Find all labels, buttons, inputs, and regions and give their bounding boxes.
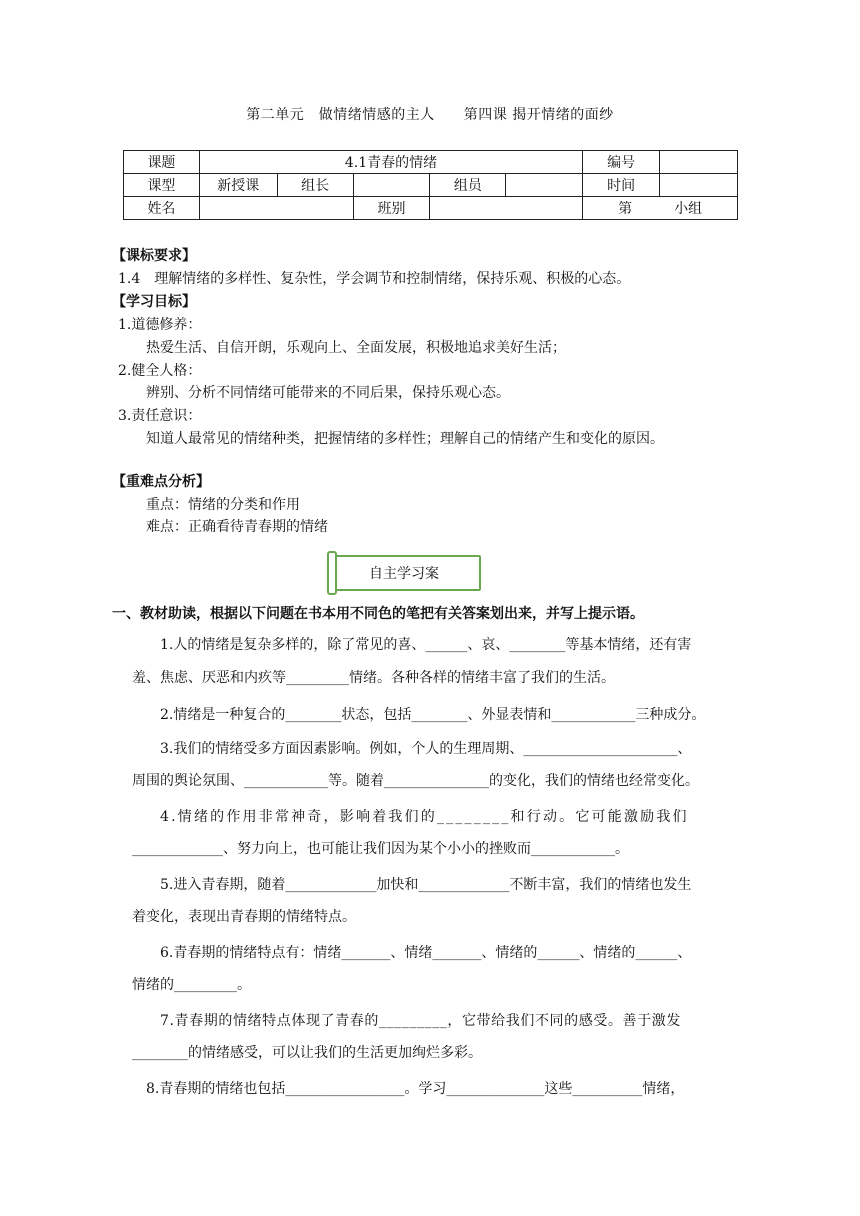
question-6-line-2: 情绪的_________。 — [132, 977, 251, 993]
section-1-heading: 一、教材助读，根据以下问题在书本用不同色的笔把有关答案划出来，并写上提示语。 — [112, 606, 644, 622]
question-3-line-2: 周围的舆论氛围、____________等。随着_______________的变化，我们的情绪也经常变化。 — [132, 773, 699, 789]
key-point: 重点：情绪的分类和作用 — [146, 497, 300, 513]
cell-name-label: 姓名 — [124, 197, 200, 220]
cell-leader-label: 组长 — [277, 174, 353, 197]
question-7-line-2: ________的情绪感受，可以让我们的生活更加绚烂多彩。 — [132, 1045, 482, 1061]
info-table — [123, 150, 738, 220]
goal-3-title: 3.责任意识： — [118, 408, 202, 424]
goal-1-title: 1.道德修养： — [118, 317, 202, 333]
cell-member-value[interactable] — [506, 174, 583, 197]
standards-text: 1.4 理解情绪的多样性、复杂性，学会调节和控制情绪，保持乐观、积极的心态。 — [118, 271, 631, 287]
cell-number-value[interactable] — [660, 151, 738, 174]
question-8: 8.青春期的情绪也包括_________________。学习______________这些__________情绪， — [146, 1081, 685, 1097]
difficult-point: 难点：正确看待青春期的情绪 — [146, 519, 328, 535]
page-title: 第二单元 做情绪情感的主人 第四课 揭开情绪的面纱 — [246, 107, 614, 123]
cell-topic-label: 课题 — [124, 151, 200, 174]
self-study-banner — [327, 551, 481, 591]
question-5-line-2: 着变化，表现出青春期的情绪特点。 — [132, 909, 356, 925]
question-4-line-1: 4.情绪的作用非常神奇，影响着我们的________和行动。它可能激励我们 — [160, 809, 689, 825]
cell-time-value[interactable] — [660, 174, 738, 197]
question-1-line-2: 羞、焦虑、厌恶和内疚等_________情绪。各种各样的情绪丰富了我们的生活。 — [132, 670, 615, 686]
goal-2-title: 2.健全人格： — [118, 363, 202, 379]
cell-time-label: 时间 — [583, 174, 660, 197]
cell-group-value[interactable]: 第 小组 — [583, 197, 738, 220]
cell-class-value[interactable] — [430, 197, 583, 220]
cell-topic-value: 4.1青春的情绪 — [199, 151, 582, 174]
question-3-line-1: 3.我们的情绪受多方面因素影响。例如，个人的生理周期、______________________、 — [160, 741, 692, 757]
question-1-line-1: 1.人的情绪是复杂多样的，除了常见的喜、______、哀、________等基本情绪，还有害 — [160, 637, 692, 653]
goals-heading: 【学习目标】 — [112, 294, 196, 310]
goal-2-text: 辨别、分析不同情绪可能带来的不同后果，保持乐观心态。 — [146, 385, 510, 401]
banner-label: 自主学习案 — [369, 566, 439, 582]
cell-leader-value[interactable] — [353, 174, 430, 197]
question-6-line-1: 6.青春期的情绪特点有：情绪_______、情绪_______、情绪的______、情绪的______、 — [160, 945, 692, 961]
standards-heading: 【课标要求】 — [112, 248, 196, 264]
cell-type-label: 课型 — [124, 174, 200, 197]
cell-class-label: 班别 — [353, 197, 430, 220]
question-2: 2.情绪是一种复合的________状态，包括________、外显表情和____________三种成分。 — [160, 707, 706, 723]
cell-type-value: 新授课 — [199, 174, 277, 197]
question-7-line-1: 7.青春期的情绪特点体现了青春的_________，它带给我们不同的感受。善于激发 — [160, 1013, 681, 1029]
cell-number-label: 编号 — [583, 151, 660, 174]
cell-name-value[interactable] — [199, 197, 353, 220]
goal-3-text: 知道人最常见的情绪种类，把握情绪的多样性；理解自己的情绪产生和变化的原因。 — [146, 431, 664, 447]
cell-member-label: 组员 — [430, 174, 506, 197]
goal-1-text: 热爱生活、自信开朗，乐观向上、全面发展，积极地追求美好生活； — [146, 340, 566, 356]
question-4-line-2: _____________、努力向上，也可能让我们因为某个小小的挫败而____________。 — [132, 841, 629, 857]
question-5-line-1: 5.进入青春期，随着_____________加快和_____________不断丰富，我们的情绪也发生 — [160, 877, 692, 893]
keypoints-heading: 【重难点分析】 — [112, 474, 210, 490]
